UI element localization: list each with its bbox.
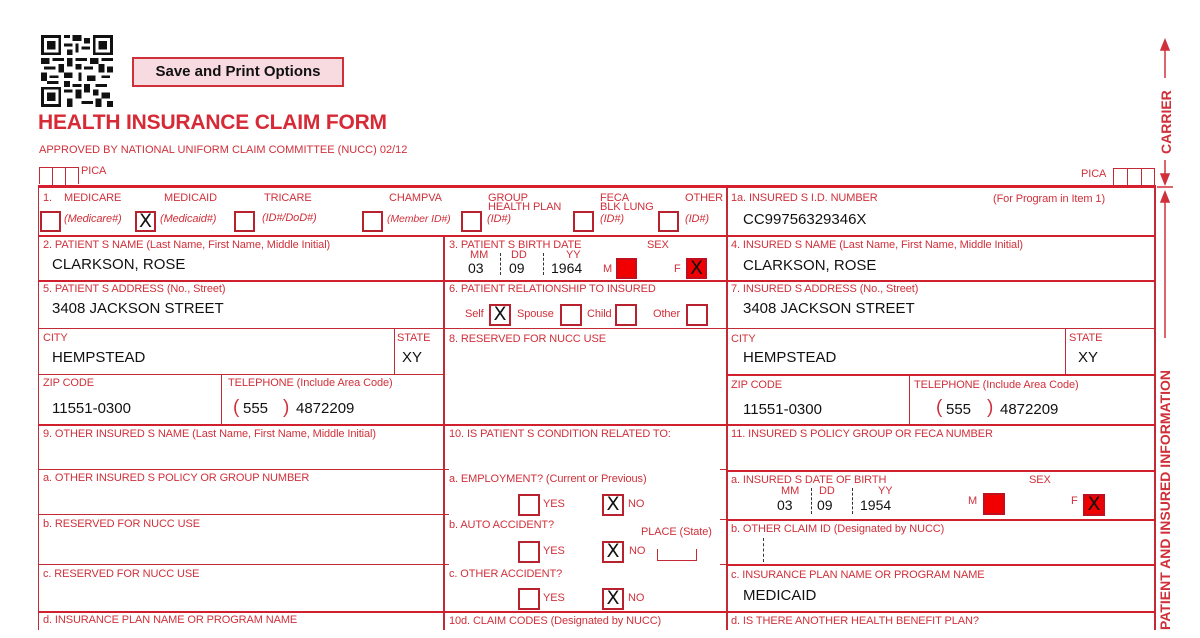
patient-zip-label: ZIP CODE: [43, 377, 94, 389]
auto-accident-no-checkbox[interactable]: [602, 541, 624, 563]
other-program-label: OTHER: [685, 192, 724, 204]
relationship-spouse-checkbox[interactable]: [560, 304, 582, 326]
checkmark-x-icon: X: [689, 257, 704, 279]
group-health-plan-id-hint: (ID#): [487, 213, 511, 225]
insured-birth-dd-field[interactable]: 09: [817, 497, 833, 513]
feca-label-2: BLK LUNG: [600, 201, 654, 213]
feca-blk-lung-checkbox[interactable]: [573, 211, 594, 232]
patient-zip-field[interactable]: 11551-0300: [52, 400, 131, 417]
auto-accident-label: b. AUTO ACCIDENT?: [449, 519, 555, 531]
insured-phone-field[interactable]: 4872209: [1000, 401, 1059, 418]
patient-city-field[interactable]: HEMPSTEAD: [52, 349, 146, 366]
insured-zip-label: ZIP CODE: [731, 379, 782, 391]
place-state-field[interactable]: [657, 549, 697, 561]
employment-no-checkbox[interactable]: [602, 494, 624, 516]
patient-address-label: 5. PATIENT S ADDRESS (No., Street): [43, 283, 226, 295]
checkmark-x-icon: X: [138, 210, 153, 232]
condition-related-label: 10. IS PATIENT S CONDITION RELATED TO:: [449, 428, 671, 440]
mm-label: MM: [470, 249, 489, 261]
patient-birth-yy-field[interactable]: 1964: [551, 260, 583, 276]
child-label: Child: [587, 308, 612, 320]
medicare-id-hint: (Medicare#): [64, 213, 122, 225]
relationship-label: 6. PATIENT RELATIONSHIP TO INSURED: [449, 283, 656, 295]
patient-city-label: CITY: [43, 332, 68, 344]
patient-sex-m-checkbox[interactable]: [616, 258, 637, 279]
pica-label-left: PICA: [81, 165, 107, 177]
carrier-side-label: CARRIER: [1158, 90, 1174, 154]
pica-boxes-left[interactable]: [39, 167, 79, 184]
other-accident-label: c. OTHER ACCIDENT?: [449, 568, 563, 580]
other-insured-name-label: 9. OTHER INSURED S NAME (Last Name, First Name, Middle Initial): [43, 428, 376, 440]
item1-number: 1.: [43, 192, 52, 204]
checkmark-x-icon: X: [493, 303, 507, 325]
spouse-label: Spouse: [517, 308, 554, 320]
checkmark-x-icon: X: [1087, 493, 1101, 515]
sex-f-label: F: [674, 263, 681, 275]
patient-name-field[interactable]: CLARKSON, ROSE: [52, 256, 186, 273]
group-health-plan-label-2: HEALTH PLAN: [488, 201, 562, 213]
other-accident-no-label: NO: [628, 592, 645, 604]
sex-m-label: M: [603, 263, 613, 275]
tricare-checkbox[interactable]: [234, 211, 255, 232]
other-id-hint: (ID#): [685, 213, 709, 225]
paren-close: ): [283, 397, 290, 418]
insured-state-field[interactable]: XY: [1078, 349, 1099, 366]
patient-birth-mm-field[interactable]: 03: [468, 260, 484, 276]
insured-address-field[interactable]: 3408 JACKSON STREET: [743, 300, 915, 317]
employment-no-label: NO: [628, 498, 645, 510]
insurance-plan-name-label: c. INSURANCE PLAN NAME OR PROGRAM NAME: [731, 569, 985, 581]
other-claim-id-label: b. OTHER CLAIM ID (Designated by NUCC): [731, 523, 945, 535]
insured-yy-label: YY: [878, 485, 893, 497]
tricare-label: TRICARE: [264, 192, 312, 204]
insured-city-label: CITY: [731, 333, 756, 345]
insured-dd-label: DD: [819, 485, 835, 497]
other-accident-yes-label: YES: [543, 592, 565, 604]
insured-name-field[interactable]: CLARKSON, ROSE: [743, 257, 877, 274]
employment-label: a. EMPLOYMENT? (Current or Previous): [449, 473, 647, 485]
place-state-label: PLACE (State): [641, 526, 712, 538]
another-health-plan-label: d. IS THERE ANOTHER HEALTH BENEFIT PLAN?: [731, 615, 979, 627]
employment-yes-checkbox[interactable]: [518, 494, 540, 516]
insured-sex-m-checkbox[interactable]: [983, 493, 1005, 515]
insured-id-label: 1a. INSURED S I.D. NUMBER: [731, 192, 878, 204]
insured-address-label: 7. INSURED S ADDRESS (No., Street): [731, 283, 919, 295]
insured-policy-group-label: 11. INSURED S POLICY GROUP OR FECA NUMBER: [731, 428, 993, 440]
reserved-nucc-label: 8. RESERVED FOR NUCC USE: [449, 333, 606, 345]
checkmark-x-icon: X: [606, 587, 620, 609]
form-title: HEALTH INSURANCE CLAIM FORM: [38, 111, 387, 134]
insured-id-field[interactable]: CC99756329346X: [743, 211, 867, 228]
insured-sex-label: SEX: [1029, 474, 1051, 486]
save-and-print-options-button[interactable]: Save and Print Options: [132, 57, 344, 87]
sex-label: SEX: [647, 239, 669, 251]
patient-telephone-label: TELEPHONE (Include Area Code): [228, 377, 393, 389]
patient-birth-date-label: 3. PATIENT S BIRTH DATE: [449, 239, 582, 251]
insured-city-field[interactable]: HEMPSTEAD: [743, 349, 837, 366]
other-insured-policy-label: a. OTHER INSURED S POLICY OR GROUP NUMBER: [43, 472, 310, 484]
patient-state-label: STATE: [397, 332, 431, 344]
other-accident-yes-checkbox[interactable]: [518, 588, 540, 610]
insured-sex-f-checkbox[interactable]: [1083, 494, 1105, 516]
pica-label-right: PICA: [1081, 168, 1107, 180]
claim-codes-label: 10d. CLAIM CODES (Designated by NUCC): [449, 615, 662, 627]
insurance-plan-name-field[interactable]: MEDICAID: [743, 587, 817, 604]
patient-name-label: 2. PATIENT S NAME (Last Name, First Name, Middle Initial): [43, 239, 331, 251]
patient-birth-dd-field[interactable]: 09: [509, 260, 525, 276]
insured-dob-label: a. INSURED S DATE OF BIRTH: [731, 474, 887, 486]
insured-state-label: STATE: [1069, 332, 1103, 344]
patient-insured-side-label: PATIENT AND INSURED INFORMATION: [1157, 369, 1173, 630]
insured-sex-f-label: F: [1071, 495, 1078, 507]
patient-sex-f-checkbox[interactable]: [686, 258, 707, 279]
medicaid-id-hint: (Medicaid#): [160, 213, 217, 225]
other-accident-no-checkbox[interactable]: [602, 588, 624, 610]
insured-zip-field[interactable]: 11551-0300: [743, 401, 822, 418]
auto-accident-no-label: NO: [629, 545, 646, 557]
insurance-plan-9d-label: d. INSURANCE PLAN NAME OR PROGRAM NAME: [43, 614, 298, 626]
relationship-child-checkbox[interactable]: [615, 304, 637, 326]
tricare-id-hint: (ID#/DoD#): [262, 212, 317, 224]
group-health-plan-label-1: GROUP: [488, 192, 528, 204]
yy-label: YY: [566, 249, 581, 261]
insured-id-note: (For Program in Item 1): [993, 193, 1106, 205]
feca-id-hint: (ID#): [600, 213, 624, 225]
champva-checkbox[interactable]: [362, 211, 383, 232]
auto-accident-yes-label: YES: [543, 545, 565, 557]
patient-address-field[interactable]: 3408 JACKSON STREET: [52, 300, 224, 317]
qr-code-icon: [40, 35, 114, 107]
insured-birth-yy-field[interactable]: 1954: [860, 497, 892, 513]
paren-open: (: [233, 397, 240, 418]
pica-boxes-right[interactable]: [1113, 168, 1155, 185]
auto-accident-yes-checkbox[interactable]: [518, 541, 540, 563]
reserved-9b-label: b. RESERVED FOR NUCC USE: [43, 518, 200, 530]
patient-state-field[interactable]: XY: [402, 349, 423, 366]
insured-telephone-label: TELEPHONE (Include Area Code): [914, 379, 1079, 391]
checkmark-x-icon: X: [606, 493, 620, 515]
patient-phone-field[interactable]: 4872209: [296, 400, 355, 417]
champva-label: CHAMPVA: [389, 192, 442, 204]
approval-notice: APPROVED BY NATIONAL UNIFORM CLAIM COMMITTEE (NUCC) 02/12: [39, 144, 408, 156]
dd-label: DD: [511, 249, 527, 261]
feca-label-1: FECA: [600, 192, 629, 204]
reserved-9c-label: c. RESERVED FOR NUCC USE: [43, 568, 200, 580]
self-label: Self: [465, 308, 484, 320]
medicare-checkbox[interactable]: [40, 211, 61, 232]
insured-mm-label: MM: [781, 485, 800, 497]
checkmark-x-icon: X: [606, 540, 620, 562]
other-program-checkbox[interactable]: [658, 211, 679, 232]
patient-area-code-field[interactable]: 555: [243, 400, 269, 417]
other-relationship-label: Other: [653, 308, 681, 320]
medicare-label: MEDICARE: [64, 192, 122, 204]
relationship-self-checkbox[interactable]: [489, 304, 511, 326]
relationship-other-checkbox[interactable]: [686, 304, 708, 326]
paren-open: (: [936, 397, 943, 418]
employment-yes-label: YES: [543, 498, 565, 510]
group-health-plan-checkbox[interactable]: [461, 211, 482, 232]
insured-area-code-field[interactable]: 555: [946, 401, 972, 418]
medicaid-checkbox[interactable]: [135, 211, 156, 232]
insured-birth-mm-field[interactable]: 03: [777, 497, 793, 513]
champva-id-hint: (Member ID#): [387, 213, 451, 225]
paren-close: ): [987, 397, 994, 418]
medicaid-label: MEDICAID: [164, 192, 217, 204]
insured-name-label: 4. INSURED S NAME (Last Name, First Name, Middle Initial): [731, 239, 1023, 251]
insured-sex-m-label: M: [968, 495, 978, 507]
